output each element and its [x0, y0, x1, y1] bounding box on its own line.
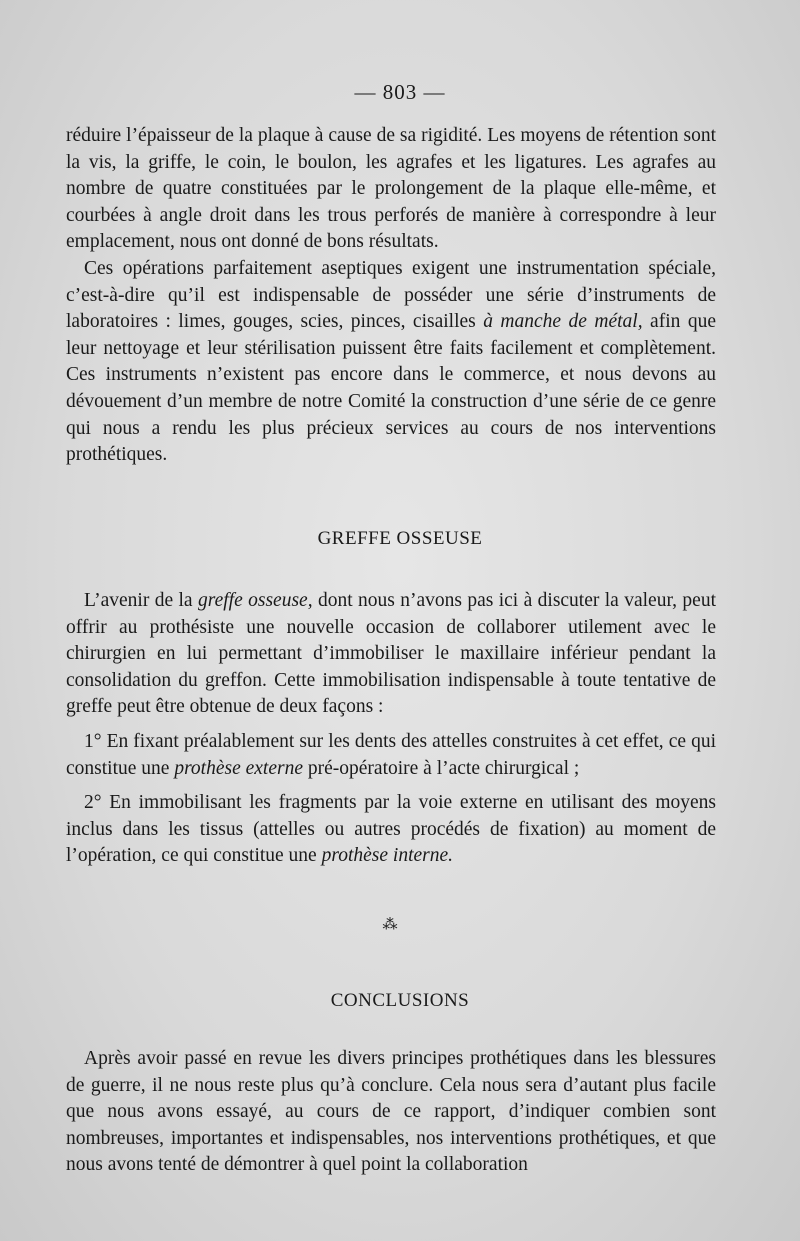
paragraph-greffe-part1: L’avenir de la: [84, 590, 198, 611]
paragraph-instrumentation-part2: afin que leur nettoyage et leur stérilisation puissent être faits facilement et complètement. Ces instruments n’existent pas encore dans le commerce, et nous devons au dévouement d’un membre de notre Comité la construction d’une série de ce genre qui nous a rendu les plus précieux services au cours de nos interventions prothétiques.: [66, 311, 716, 466]
paragraph-conclusions: Après avoir passé en revue les divers principes prothétiques dans les blessures de guerre, il ne nous reste plus qu’à conclure. Cela nous sera d’autant plus facile que nous avons essayé, au cours de ce rapport, d’indiquer combien sont nombreuses, importantes et indispensables, nos interventions prothétiques, et que nous avons tenté de démontrer à quel point la collaboration: [66, 1048, 716, 1176]
list-item-2-part1: 2° En immobilisant les fragments par la voie externe en utilisant des moyens inclus dans les tissus (attelles ou autres procédés de fixation) au moment de l’opération, ce qui constitue une: [66, 792, 716, 867]
heading-greffe-osseuse: GREFFE OSSEUSE: [317, 528, 483, 549]
asterism-divider: ⁂: [382, 917, 398, 933]
list-item-1: [66, 729, 716, 782]
section-prothese-text: [66, 123, 716, 469]
paragraph-retention: réduire l’épaisseur de la plaque à cause de sa rigidité. Les moyens de rétention sont la vis, la griffe, le coin, le boulon, les agrafes et les ligatures. Les agrafes au nombre de quatre constituées par le prolongement de la plaque elle-même, et courbées à angle droit dans les trous perforés de manière à correspondre à leur emplacement, nous ont donné de bons résultats.: [66, 125, 716, 253]
paragraph-greffe-intro: [66, 588, 716, 721]
section-conclusions-text: [66, 1046, 716, 1179]
paragraph-greffe-part2: dont nous n’avons pas ici à discuter la valeur, peut offrir au prothésiste une nouvelle occasion de collaborer utilement avec le chirurgien en lui permettant d’immobiliser le maxillaire inférieur pendant la consolidation du greffon. Cette immobilisation indispensable à toute tentative de greffe peut être obtenue de deux façons :: [66, 590, 716, 718]
heading-conclusions: CONCLUSIONS: [330, 990, 470, 1011]
list-item-1-part2: pré-opératoire à l’acte chirurgical ;: [303, 757, 580, 779]
paragraph-instrumentation-part1: Ces opérations parfaitement aseptiques exigent une instrumentation spéciale, c’est-à-dire qu’il est indispensable de posséder une série d’instruments de laboratoires : limes, gouges, scies, pinces, cisailles: [66, 257, 716, 333]
paragraph-greffe-italic: greffe osseuse,: [197, 590, 313, 611]
section-greffe-text: [66, 588, 716, 870]
list-item-1-italic: prothèse externe: [174, 757, 303, 779]
list-item-2: [66, 790, 716, 870]
list-item-1-part1: 1° En fixant préalablement sur les dents des attelles construites à cet effet, ce qui constitue une: [66, 730, 716, 779]
list-item-2-italic: prothèse interne.: [321, 845, 454, 867]
paragraph-instrumentation-italic: à manche de métal,: [483, 311, 643, 333]
page-number: — 803 —: [354, 80, 446, 104]
paragraph-instrumentation: [66, 256, 716, 469]
